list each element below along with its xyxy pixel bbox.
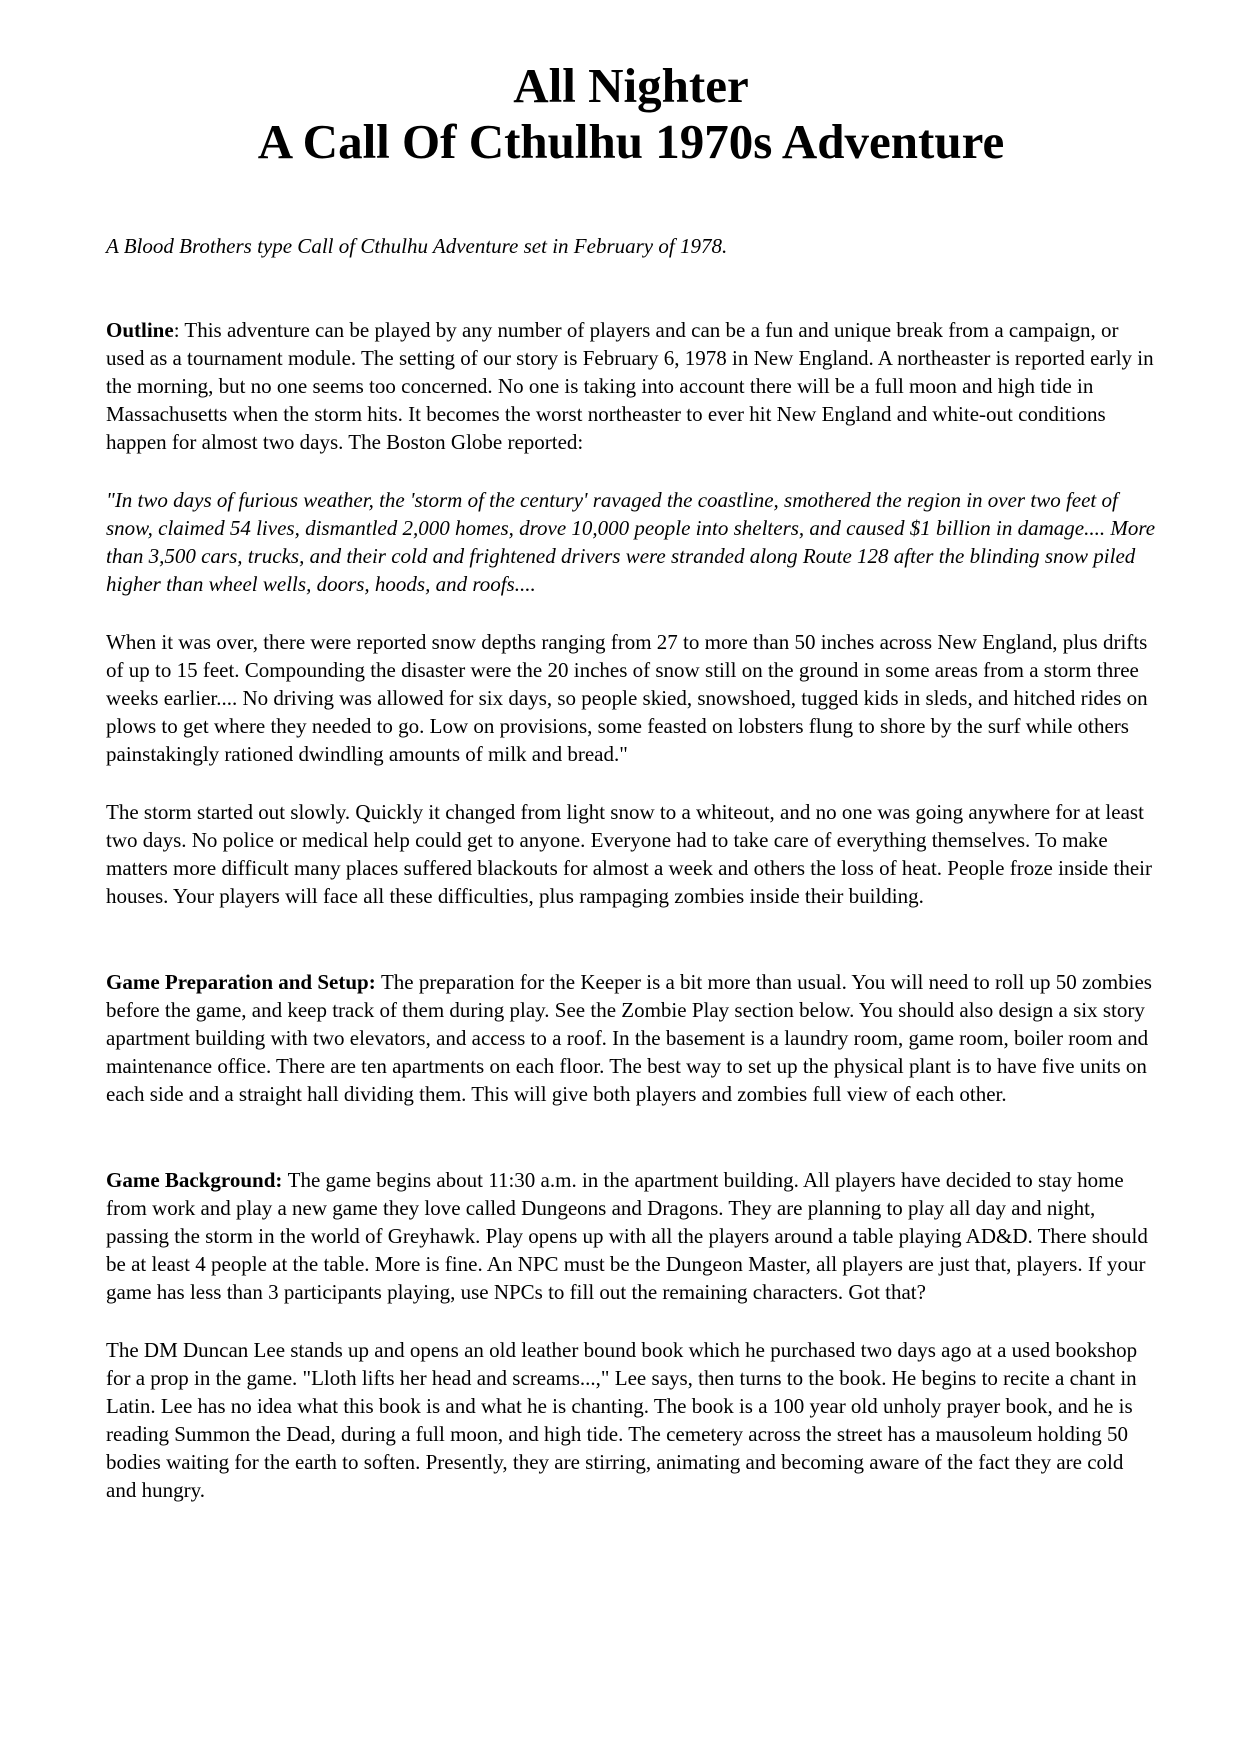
paragraph-text: When it was over, there were reported snow depths ranging from 27 to more than 50 inches across New England, plus drifts of up to 15 feet. Compounding the disaster were the 20 inches of snow still on the ground in some areas from a storm three weeks earlier.... No driving was allowed for six days, so people skied, snowshoed, tugged kids in sleds, and hitched rides on plows to get where they needed to go. Low on provisions, some feasted on lobsters flung to shore by the surf while others painstakingly rationed dwindling amounts of milk and bread."	[106, 630, 1148, 766]
paragraph-lead-in: Outline	[106, 318, 174, 342]
paragraph-text: The game begins about 11:30 a.m. in the apartment building. All players have decided to stay home from work and play a new game they love called Dungeons and Dragons. They are planning to play all day and night, passing the storm in the world of Greyhawk. Play opens up with all the players around a table playing AD&D. There should be at least 4 people at the table. More is fine. An NPC must be the Dungeon Master, all players are just that, players. If your game has less than 3 participants playing, use NPCs to fill out the remaining characters. Got that?	[106, 1168, 1148, 1304]
document-title	[106, 58, 1156, 170]
paragraph-text: "In two days of furious weather, the 'storm of the century' ravaged the coastline, smothered the region in over two feet of snow, claimed 54 lives, dismantled 2,000 homes, drove 10,000 people into shelters, and caused $1 billion in damage.... More than 3,500 cars, trucks, and their cold and frightened drivers were stranded along Route 128 after the blinding snow piled higher than wheel wells, doors, hoods, and roofs....	[106, 488, 1156, 596]
title-line-1: All Nighter	[513, 58, 749, 113]
paragraph-text: : This adventure can be played by any number of players and can be a fun and unique break from a campaign, or used as a tournament module. The setting of our story is February 6, 1978 in New England. A northeaster is reported early in the morning, but no one seems too concerned. No one is taking into account there will be a full moon and high tide in Massachusetts when the storm hits. It becomes the worst northeaster to ever hit New England and white-out conditions happen for almost two days. The Boston Globe reported:	[106, 318, 1154, 454]
paragraph-text: The DM Duncan Lee stands up and opens an old leather bound book which he purchased two days ago at a used bookshop for a prop in the game. "Lloth lifts her head and screams...," Lee says, then turns to the book. He begins to recite a chant in Latin. Lee has no idea what this book is and what he is chanting. The book is a 100 year old unholy prayer book, and he is reading Summon the Dead, during a full moon, and high tide. The cemetery across the street has a mausoleum holding 50 bodies waiting for the earth to soften. Presently, they are stirring, animating and becoming aware of the fact they are cold and hungry.	[106, 1338, 1138, 1502]
document-subtitle: A Blood Brothers type Call of Cthulhu Adventure set in February of 1978.	[106, 234, 728, 258]
paragraph	[106, 798, 1156, 910]
document-body	[106, 316, 1156, 1504]
paragraph-text: The preparation for the Keeper is a bit more than usual. You will need to roll up 50 zombies before the game, and keep track of them during play. See the Zombie Play section below. You should also design a six story apartment building with two elevators, and access to a roof. In the basement is a laundry room, game room, boiler room and maintenance office. There are ten apartments on each floor. The best way to set up the physical plant is to have five units on each side and a straight hall dividing them. This will give both players and zombies full view of each other.	[106, 970, 1152, 1106]
paragraph-lead-in: Game Background:	[106, 1168, 288, 1192]
paragraph-lead-in: Game Preparation and Setup:	[106, 970, 381, 994]
paragraph-text: The storm started out slowly. Quickly it changed from light snow to a whiteout, and no one was going anywhere for at least two days. No police or medical help could get to anyone. Everyone had to take care of everything themselves. To make matters more difficult many places suffered blackouts for almost a week and others the loss of heat. People froze inside their houses. Your players will face all these difficulties, plus rampaging zombies inside their building.	[106, 800, 1152, 908]
paragraph	[106, 1138, 1156, 1306]
document-content	[106, 0, 1156, 1504]
paragraph	[106, 940, 1156, 1108]
paragraph	[106, 316, 1156, 456]
paragraph	[106, 628, 1156, 768]
paragraph	[106, 1336, 1156, 1504]
title-line-2: A Call Of Cthulhu 1970s Adventure	[257, 114, 1005, 169]
paragraph	[106, 486, 1156, 598]
